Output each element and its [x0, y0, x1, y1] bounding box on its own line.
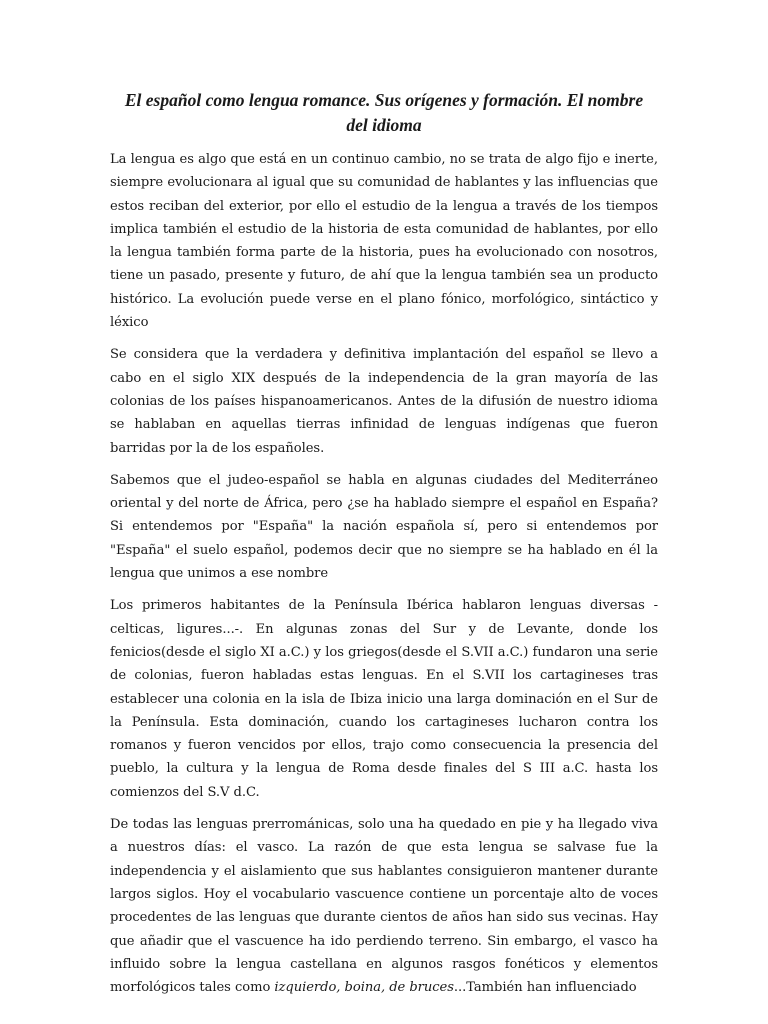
paragraph-4: Los primeros habitantes de la Península Ibérica hablaron lenguas diversas -celticas, ligures...-. En algunas zonas del Sur y de Levante, donde los fenicios(desde el siglo XI a.C.) y los griegos(desde el S.VII a.C.) fundaron una serie de colonias, fueron habladas estas lenguas. En el S.VII los cartagineses tras establecer una colonia en la isla de Ibiza inicio una larga dominación en el Sur de la Península. Esta dominación, cuando los cartagineses lucharon contra los romanos y fueron vencidos por ellos, trajo como consecuencia la presencia del pueblo, la cultura y la lengua de Roma desde finales del S III a.C. hasta los comienzos del S.V d.C.	[110, 598, 658, 800]
paragraph-5-continuation: ...También han influenciado	[453, 980, 637, 996]
paragraph-5	[110, 813, 658, 999]
paragraph-5-text: De todas las lenguas prerrománicas, solo una ha quedado en pie y ha llegado viva a nuestros días: el vasco. La razón de que esta lengua se salvase fue la independencia y el aislamiento que sus hablantes consiguieron mantener durante largos siglos. Hoy el vocabulario vascuence contiene un porcentaje alto de voces procedentes de las lenguas que durante cientos de años han sido sus vecinas. Hay que añadir que el vascuence ha ido perdiendo terreno. Sin embargo, el vasco ha influido sobre la lengua castellana en algunos rasgos fonéticos y elementos morfológicos tales como	[110, 817, 658, 996]
paragraph-3: Sabemos que el judeo-español se habla en algunas ciudades del Mediterráneo oriental y del norte de África, pero ¿se ha hablado siempre el español en España? Si entendemos por "España" la nación española sí, pero si entendemos por "España" el suelo español, podemos decir que no siempre se ha hablado en él la lengua que unimos a ese nombre	[110, 472, 658, 582]
paragraph-2: Se considera que la verdadera y definitiva implantación del español se llevo a cabo en el siglo XIX después de la independencia de la gran mayoría de las colonias de los países hispanoamericanos. Antes de la difusión de nuestro idioma se hablaban en aquellas tierras infinidad de lenguas indígenas que fueron barridas por la de los españoles.	[110, 347, 658, 456]
document-page	[110, 88, 658, 1008]
document-title: El español como lengua romance. Sus orígenes y formación. El nombre del idioma	[124, 90, 644, 135]
paragraph-5-italic-examples: izquierdo, boina, de bruces	[274, 980, 454, 996]
paragraph-1: La lengua es algo que está en un continuo cambio, no se trata de algo fijo e inerte, siempre evolucionara al igual que su comunidad de hablantes y las influencias que estos reciban del exterior, por ello el estudio de la lengua a través de los tiempos implica también el estudio de la historia de esta comunidad de hablantes, por ello la lengua también forma parte de la historia, pues ha evolucionado con nosotros, tiene un pasado, presente y futuro, de ahí que la lengua también sea un producto histórico. La evolución puede verse en el plano fónico, morfológico, sintáctico y léxico	[110, 152, 658, 331]
